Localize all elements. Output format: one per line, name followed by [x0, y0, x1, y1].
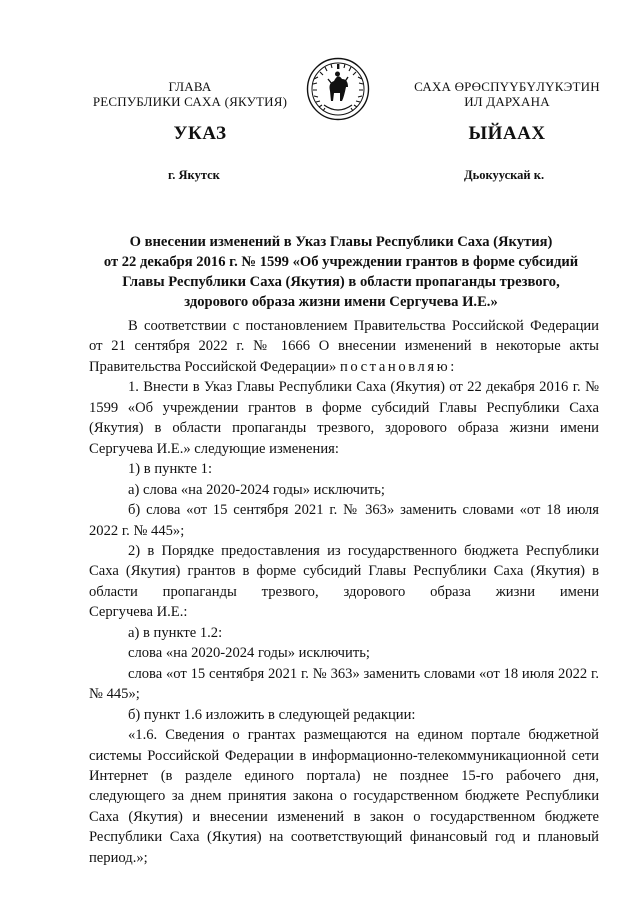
ukaz-title-ru: УКАЗ — [173, 123, 227, 144]
postanovlyayu-word: постановляю: — [339, 358, 457, 375]
coat-of-arms-emblem — [306, 57, 370, 121]
paragraph-subitem-1b: б) слова «от 15 сентября 2021 г. № 363» заменить словами «от 18 июля 2022 г. № 445»; — [89, 502, 599, 539]
paragraph-subitem-2-end: Сергучева И.Е.: — [89, 604, 188, 621]
paragraph-subitem-2b: б) пункт 1.6 изложить в следующей редакции: — [128, 706, 416, 723]
decree-body — [89, 316, 599, 868]
header-left-line2: РЕСПУБЛИКИ САХА (ЯКУТИЯ) — [92, 94, 288, 109]
title-line-1: О внесении изменений в Указ Главы Республики Саха (Якутия) — [129, 234, 553, 250]
decree-title — [88, 232, 594, 312]
paragraph-words-1: слова «на 2020-2024 годы» исключить; — [128, 645, 370, 662]
title-line-4: здорового образа жизни имени Сергучева И.Е.» — [184, 294, 498, 310]
title-line-3: Главы Республики Саха (Якутия) в области пропаганды трезвого, — [122, 274, 560, 290]
preamble-text: В соответствии с постановлением Правительства Российской Федерации от 21 сентября 2022 г. № 1666 О внесении изменений в некоторые акты Правительства Российской Федерации» — [89, 318, 599, 375]
header-left — [70, 79, 310, 109]
paragraph-new-1-6: «1.6. Сведения о грантах размещаются на едином портале бюджетной системы Российской Федерации в информационно-телекоммуникационной сети Интернет (в разделе единого портала) не позднее 15-го рабочего дня, следующего за днем принятия закона о государственном бюджете Республики Саха (Якутия) и внесении изменений в закон о государственном бюджете Республики Саха (Якутия) на соответствующий финансовый год и плановый период.»; — [89, 727, 599, 866]
city-sakha: Дьокуускай к. — [464, 168, 545, 182]
paragraph-subitem-2: 2) в Порядке предоставления из государственного бюджета Республики Саха (Якутия) грантов в форме субсидий Главы Республики Саха (Якутия) в области пропаганды трезвого, здорового образа жизни имени — [89, 542, 599, 600]
header-right-line1: САХА ӨРӨСПҮҮБҮЛҮКЭТИН — [414, 79, 600, 94]
paragraph-words-2: слова «от 15 сентября 2021 г. № 363» заменить словами «от 18 июля 2022 г. № 445»; — [89, 665, 599, 703]
city-ru: г. Якутск — [168, 168, 220, 182]
paragraph-subitem-1: 1) в пункте 1: — [128, 461, 213, 478]
paragraph-item-1: 1. Внести в Указ Главы Республики Саха (Якутия) от 22 декабря 2016 г. № 1599 «Об учреждении грантов в форме субсидий Главы Республики Саха (Якутия) в области пропаганды трезвого, здорового образа жизни имени Сергучева И.Е.» следующие изменения: — [89, 379, 599, 457]
title-line-2: от 22 декабря 2016 г. № 1599 «Об учреждении грантов в форме субсидий — [103, 254, 579, 270]
paragraph-preamble — [89, 316, 599, 377]
header-right — [392, 79, 622, 109]
paragraph-subitem-2a: а) в пункте 1.2: — [128, 624, 223, 641]
header-right-line2: ИЛ ДАРХАНА — [464, 94, 550, 109]
paragraph-subitem-1a: а) слова «на 2020-2024 годы» исключить; — [128, 481, 385, 498]
header-left-line1: ГЛАВА — [168, 79, 212, 94]
ukaz-title-sakha: ЫЙААХ — [468, 123, 546, 144]
